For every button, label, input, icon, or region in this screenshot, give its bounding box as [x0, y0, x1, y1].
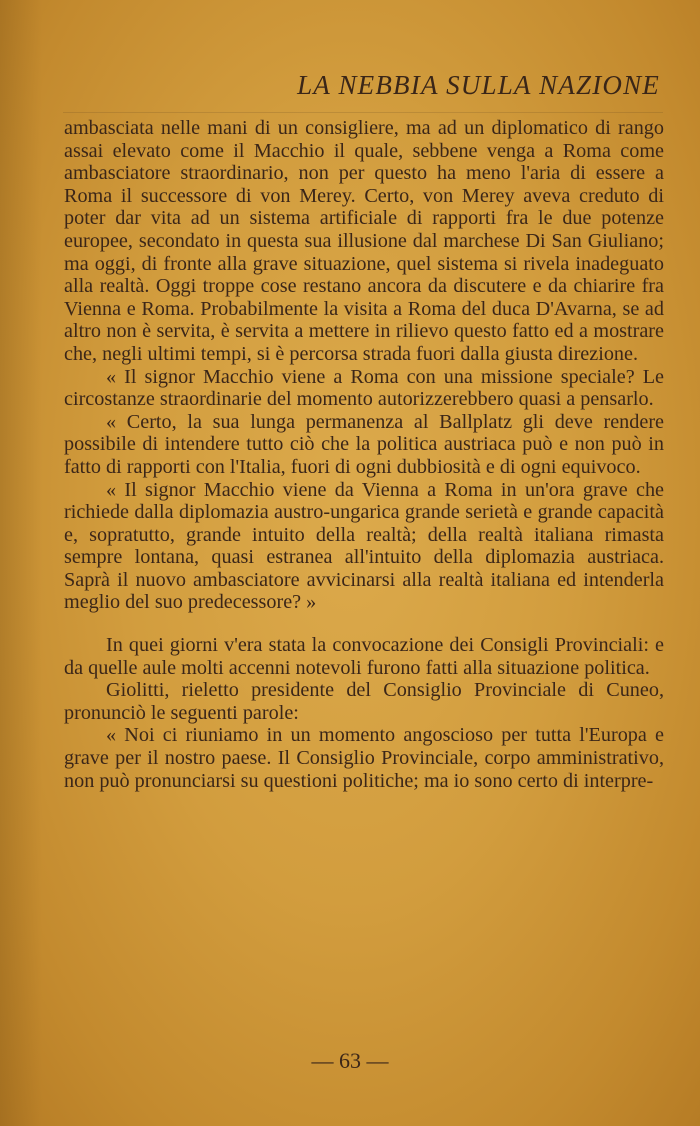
paragraph: « Noi ci riuniamo in un momento angoscioso per tutta l'Europa e grave per il nostro paese. Il Consiglio Provinciale, corpo amministrativo, non può pronunciarsi su questioni politiche; ma io sono certo di interpre- — [64, 724, 664, 792]
paragraph: Giolitti, rieletto presidente del Consiglio Provinciale di Cuneo, pronunciò le seguenti parole: — [64, 679, 664, 724]
page-number: — 63 — — [311, 1048, 389, 1073]
page-shadow — [0, 0, 42, 1126]
header-rule — [63, 112, 663, 113]
paragraph: « Certo, la sua lunga permanenza al Ballplatz gli deve rendere possibile di intendere tutto ciò che la politica austriaca può e non può in fatto di rapporti con l'Italia, fuori di ogni dubbiosità e di ogni equivoco. — [64, 410, 664, 478]
paragraph: ambasciata nelle mani di un consigliere, ma ad un diplomatico di rango assai elevato come il Macchio il quale, sebbene venga a Roma come ambasciatore straordinario, non per questo ha meno l'aria di essere a Roma il successore di von Merey. Certo, von Merey aveva creduto di poter dar vita ad un sistema artificiale di rapporti fra le due potenze europee, secondato in questa sua illusione dal marchese Di San Giuliano; ma oggi, di fronte alla grave situazione, quel sistema si rivela inadeguato alla realtà. Oggi troppe cose restano ancora da discutere e da chiarire fra Vienna e Roma. Probabilmente la visita a Roma del duca D'Avarna, se ad altro non è servita, è servita a mettere in rilievo questo fatto ed a mostrare che, negli ultimi tempi, si è percorsa strada fuori dalla giusta direzione. — [64, 117, 664, 365]
paragraph: In quei giorni v'era stata la convocazione dei Consigli Provinciali: e da quelle aule molti accenni notevoli furono fatti alla situazione politica. — [64, 634, 664, 679]
running-header: LA NEBBIA SULLA NAZIONE — [297, 70, 660, 100]
body-text — [64, 117, 664, 792]
paragraph: « Il signor Macchio viene a Roma con una missione speciale? Le circostanze straordinarie del momento autorizzerebbero quasi a pensarlo. — [64, 365, 664, 411]
paragraph: « Il signor Macchio viene da Vienna a Roma in un'ora grave che richiede dalla diplomazia austro-ungarica grande serietà e grande capacità e, sopratutto, grande intuito della realtà; della realtà italiana rimasta sempre lontana, quasi estranea all'intuito della diplomazia austriaca. Saprà il nuovo ambasciatore avvicinarsi alla realtà italiana ed intenderla meglio del suo predecessore? » — [64, 478, 664, 614]
